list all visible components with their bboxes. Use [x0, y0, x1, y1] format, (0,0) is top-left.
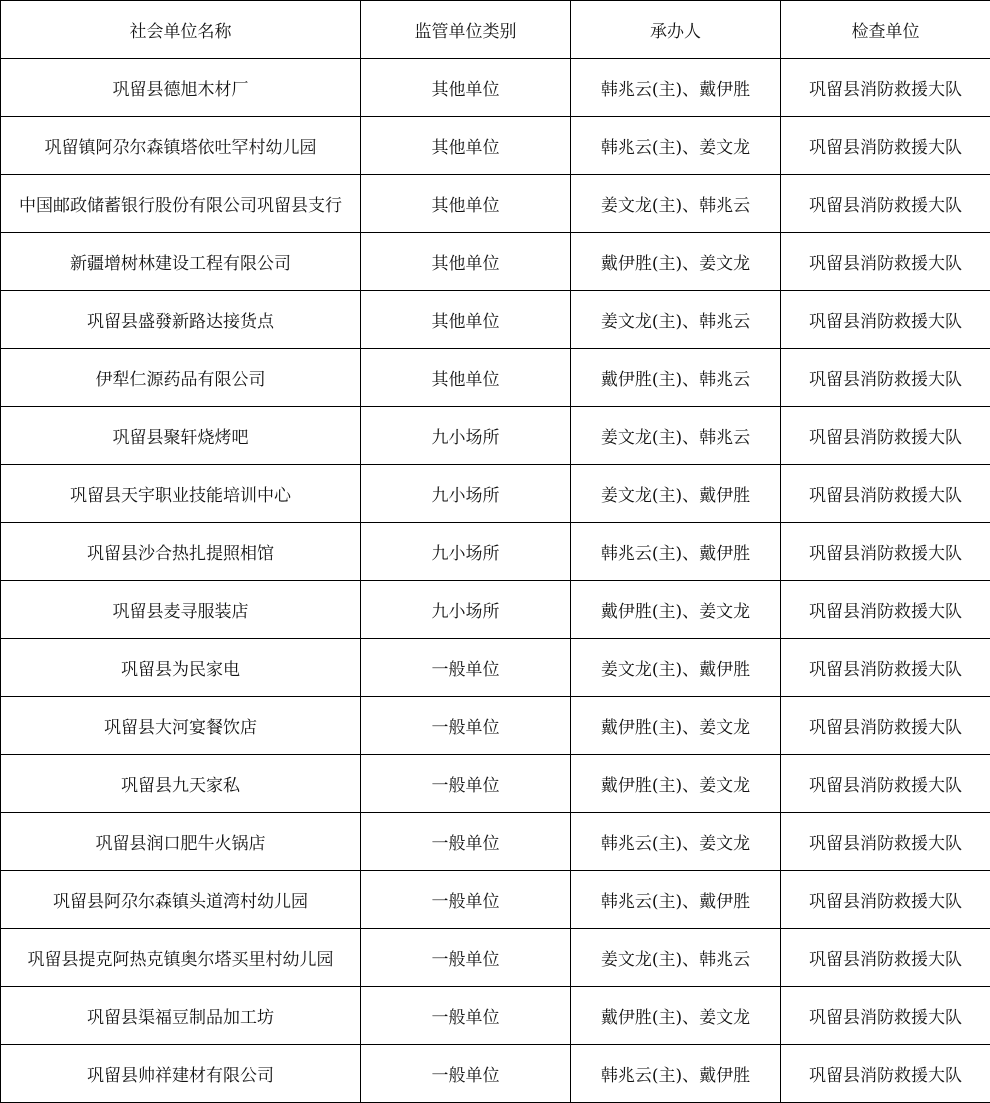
cell-unit-name: 巩留县提克阿热克镇奥尔塔买里村幼儿园: [1, 929, 361, 987]
cell-unit-name: 巩留县天宇职业技能培训中心: [1, 465, 361, 523]
cell-inspector: 巩留县消防救援大队: [781, 465, 990, 523]
cell-unit-name: 巩留县盛發新路达接货点: [1, 291, 361, 349]
cell-inspector: 巩留县消防救援大队: [781, 1045, 990, 1103]
cell-unit-name: 巩留县帅祥建材有限公司: [1, 1045, 361, 1103]
cell-category: 一般单位: [361, 1045, 571, 1103]
cell-unit-name: 巩留县麦寻服装店: [1, 581, 361, 639]
header-row: [1, 1, 990, 59]
cell-handler: 姜文龙(主)、韩兆云: [571, 929, 781, 987]
cell-category: 其他单位: [361, 233, 571, 291]
cell-handler: 姜文龙(主)、韩兆云: [571, 407, 781, 465]
table-row: [1, 407, 990, 465]
header-handler: 承办人: [571, 1, 781, 59]
cell-category: 其他单位: [361, 349, 571, 407]
table-row: [1, 813, 990, 871]
cell-category: 一般单位: [361, 871, 571, 929]
cell-inspector: 巩留县消防救援大队: [781, 233, 990, 291]
cell-category: 一般单位: [361, 987, 571, 1045]
header-category: 监管单位类别: [361, 1, 571, 59]
cell-unit-name: 中国邮政储蓄银行股份有限公司巩留县支行: [1, 175, 361, 233]
table-row: [1, 581, 990, 639]
table-row: [1, 291, 990, 349]
table-row: [1, 1045, 990, 1103]
cell-inspector: 巩留县消防救援大队: [781, 639, 990, 697]
cell-unit-name: 巩留县德旭木材厂: [1, 59, 361, 117]
cell-unit-name: 巩留县沙合热扎提照相馆: [1, 523, 361, 581]
cell-handler: 姜文龙(主)、韩兆云: [571, 291, 781, 349]
table-row: [1, 233, 990, 291]
cell-unit-name: 巩留镇阿尕尔森镇塔依吐罕村幼儿园: [1, 117, 361, 175]
cell-handler: 戴伊胜(主)、姜文龙: [571, 581, 781, 639]
cell-unit-name: 巩留县渠福豆制品加工坊: [1, 987, 361, 1045]
table-row: [1, 117, 990, 175]
cell-handler: 戴伊胜(主)、姜文龙: [571, 755, 781, 813]
table-row: [1, 871, 990, 929]
table-row: [1, 349, 990, 407]
cell-unit-name: 巩留县为民家电: [1, 639, 361, 697]
cell-unit-name: 伊犁仁源药品有限公司: [1, 349, 361, 407]
cell-inspector: 巩留县消防救援大队: [781, 929, 990, 987]
cell-handler: 姜文龙(主)、戴伊胜: [571, 639, 781, 697]
cell-inspector: 巩留县消防救援大队: [781, 813, 990, 871]
cell-category: 九小场所: [361, 465, 571, 523]
cell-inspector: 巩留县消防救援大队: [781, 175, 990, 233]
cell-category: 一般单位: [361, 929, 571, 987]
table-row: [1, 59, 990, 117]
cell-inspector: 巩留县消防救援大队: [781, 59, 990, 117]
cell-inspector: 巩留县消防救援大队: [781, 871, 990, 929]
table-row: [1, 697, 990, 755]
cell-inspector: 巩留县消防救援大队: [781, 755, 990, 813]
cell-unit-name: 新疆增树林建设工程有限公司: [1, 233, 361, 291]
header-inspector: 检查单位: [781, 1, 990, 59]
cell-inspector: 巩留县消防救援大队: [781, 697, 990, 755]
cell-category: 一般单位: [361, 755, 571, 813]
cell-category: 九小场所: [361, 581, 571, 639]
table-row: [1, 987, 990, 1045]
cell-category: 一般单位: [361, 697, 571, 755]
cell-unit-name: 巩留县阿尕尔森镇头道湾村幼儿园: [1, 871, 361, 929]
cell-category: 其他单位: [361, 59, 571, 117]
table-row: [1, 755, 990, 813]
cell-handler: 戴伊胜(主)、姜文龙: [571, 987, 781, 1045]
cell-category: 一般单位: [361, 813, 571, 871]
cell-handler: 韩兆云(主)、戴伊胜: [571, 59, 781, 117]
cell-handler: 韩兆云(主)、戴伊胜: [571, 871, 781, 929]
cell-category: 九小场所: [361, 523, 571, 581]
table-row: [1, 639, 990, 697]
cell-category: 其他单位: [361, 291, 571, 349]
cell-inspector: 巩留县消防救援大队: [781, 407, 990, 465]
cell-inspector: 巩留县消防救援大队: [781, 523, 990, 581]
cell-handler: 姜文龙(主)、韩兆云: [571, 175, 781, 233]
table-row: [1, 523, 990, 581]
cell-inspector: 巩留县消防救援大队: [781, 117, 990, 175]
cell-unit-name: 巩留县润口肥牛火锅店: [1, 813, 361, 871]
cell-unit-name: 巩留县大河宴餐饮店: [1, 697, 361, 755]
table-row: [1, 465, 990, 523]
table-row: [1, 929, 990, 987]
cell-handler: 戴伊胜(主)、姜文龙: [571, 697, 781, 755]
cell-handler: 姜文龙(主)、戴伊胜: [571, 465, 781, 523]
cell-inspector: 巩留县消防救援大队: [781, 291, 990, 349]
cell-inspector: 巩留县消防救援大队: [781, 581, 990, 639]
cell-handler: 韩兆云(主)、姜文龙: [571, 813, 781, 871]
table-row: [1, 175, 990, 233]
cell-handler: 韩兆云(主)、戴伊胜: [571, 523, 781, 581]
cell-category: 其他单位: [361, 175, 571, 233]
cell-inspector: 巩留县消防救援大队: [781, 349, 990, 407]
cell-handler: 戴伊胜(主)、姜文龙: [571, 233, 781, 291]
cell-handler: 戴伊胜(主)、韩兆云: [571, 349, 781, 407]
cell-handler: 韩兆云(主)、戴伊胜: [571, 1045, 781, 1103]
cell-inspector: 巩留县消防救援大队: [781, 987, 990, 1045]
cell-unit-name: 巩留县聚轩烧烤吧: [1, 407, 361, 465]
cell-category: 其他单位: [361, 117, 571, 175]
header-unit-name: 社会单位名称: [1, 1, 361, 59]
cell-handler: 韩兆云(主)、姜文龙: [571, 117, 781, 175]
cell-category: 九小场所: [361, 407, 571, 465]
cell-category: 一般单位: [361, 639, 571, 697]
cell-unit-name: 巩留县九天家私: [1, 755, 361, 813]
